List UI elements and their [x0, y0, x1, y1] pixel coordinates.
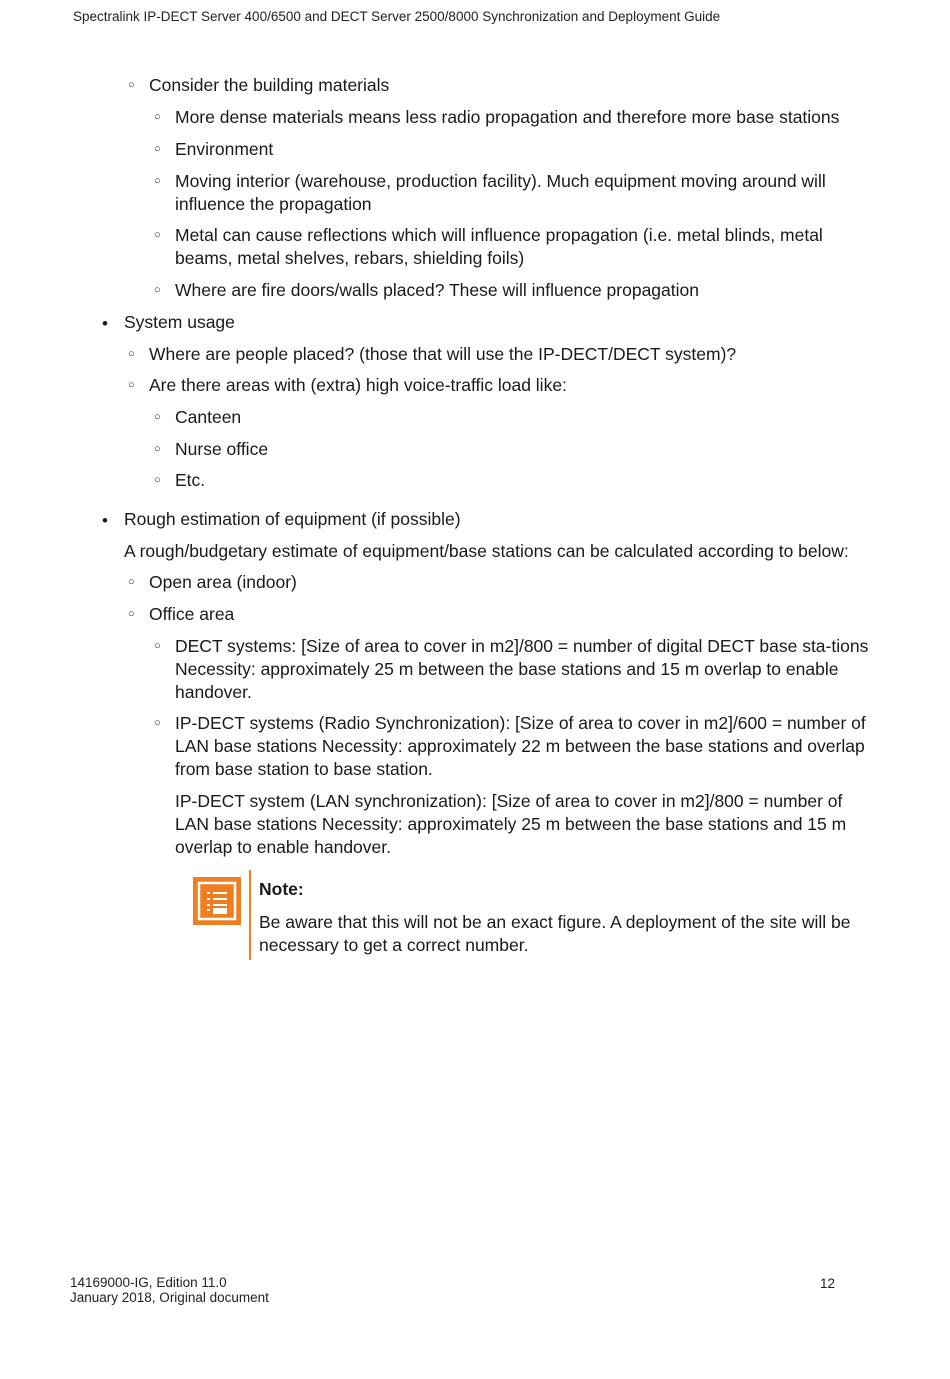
page-number: 12 — [820, 1276, 836, 1291]
paragraph: IP-DECT system (LAN synchronization): [Size of area to cover in m2]/800 = number of LAN base stations Necessity: approximately 25 m between the base stations and 15 m overlap to enable handover. — [175, 791, 847, 857]
hollow-bullet-icon: ○ — [154, 443, 161, 455]
list-item: ○ Metal can cause reflections which will influence propagation (i.e. metal blinds, metal beams, metal shelves, rebars, shielding foils) — [154, 225, 823, 268]
list-item: ○ Canteen — [154, 407, 242, 427]
list-item: ○ Nurse office — [154, 439, 269, 459]
list-item: ○ Consider the building materials — [128, 75, 390, 95]
page-footer — [70, 1275, 269, 1305]
hollow-bullet-icon: ○ — [154, 640, 161, 652]
list-item: ○ Environment — [154, 139, 274, 159]
hollow-bullet-icon: ○ — [128, 79, 135, 91]
list-item: ○ Where are fire doors/walls placed? These will influence propagation — [154, 280, 699, 300]
note-divider — [249, 870, 251, 960]
list-item: ○ Are there areas with (extra) high voice-traffic load like: — [128, 375, 567, 395]
hollow-bullet-icon: ○ — [154, 143, 161, 155]
list-item: ○ More dense materials means less radio propagation and therefore more base stations — [154, 107, 840, 127]
hollow-bullet-icon: ○ — [128, 348, 135, 360]
hollow-bullet-icon: ○ — [154, 175, 161, 187]
hollow-bullet-icon: ○ — [154, 111, 161, 123]
hollow-bullet-icon: ○ — [128, 608, 135, 620]
list-item: ○ Moving interior (warehouse, production facility). Much equipment moving around will influence the propagation — [154, 171, 826, 214]
paragraph: A rough/budgetary estimate of equipment/base stations can be calculated according to below: — [124, 541, 849, 561]
hollow-bullet-icon: ○ — [154, 474, 161, 486]
hollow-bullet-icon: ○ — [154, 229, 161, 241]
hollow-bullet-icon: ○ — [128, 379, 135, 391]
hollow-bullet-icon: ○ — [154, 717, 161, 729]
note-body: Be aware that this will not be an exact figure. A deployment of the site will be necessary to get a correct number. — [259, 912, 851, 955]
note-title: Note: — [259, 879, 304, 899]
document-id: 14169000-IG, Edition 11.0 — [70, 1275, 227, 1290]
list-item: • System usage — [102, 312, 235, 333]
hollow-bullet-icon: ○ — [154, 411, 161, 423]
hollow-bullet-icon: ○ — [154, 284, 161, 296]
list-item: ○ DECT systems: [Size of area to cover in m2]/800 = number of digital DECT base sta-tions Necessity: approximately 25 m between the base stations and 15 m overlap to enable handover. — [154, 636, 869, 702]
list-item: ○ IP-DECT systems (Radio Synchronization): [Size of area to cover in m2]/600 = number of LAN base stations Necessity: approximately 22 m between the base stations and overlap from base station to base station. — [154, 713, 866, 779]
list-item: ○ Office area — [128, 604, 235, 624]
hollow-bullet-icon: ○ — [128, 576, 135, 588]
document-date: January 2018, Original document — [70, 1290, 269, 1305]
list-item: ○ Open area (indoor) — [128, 572, 297, 592]
solid-bullet-icon: • — [102, 511, 108, 530]
list-item: ○ Where are people placed? (those that will use the IP-DECT/DECT system)? — [128, 344, 737, 364]
page-header: Spectralink IP-DECT Server 400/6500 and DECT Server 2500/8000 Synchronization and Deployment Guide — [73, 9, 721, 24]
note-icon — [193, 877, 241, 925]
list-item: ○ Etc. — [154, 470, 206, 490]
solid-bullet-icon: • — [102, 314, 108, 333]
list-item: • Rough estimation of equipment (if possible) — [102, 509, 461, 530]
